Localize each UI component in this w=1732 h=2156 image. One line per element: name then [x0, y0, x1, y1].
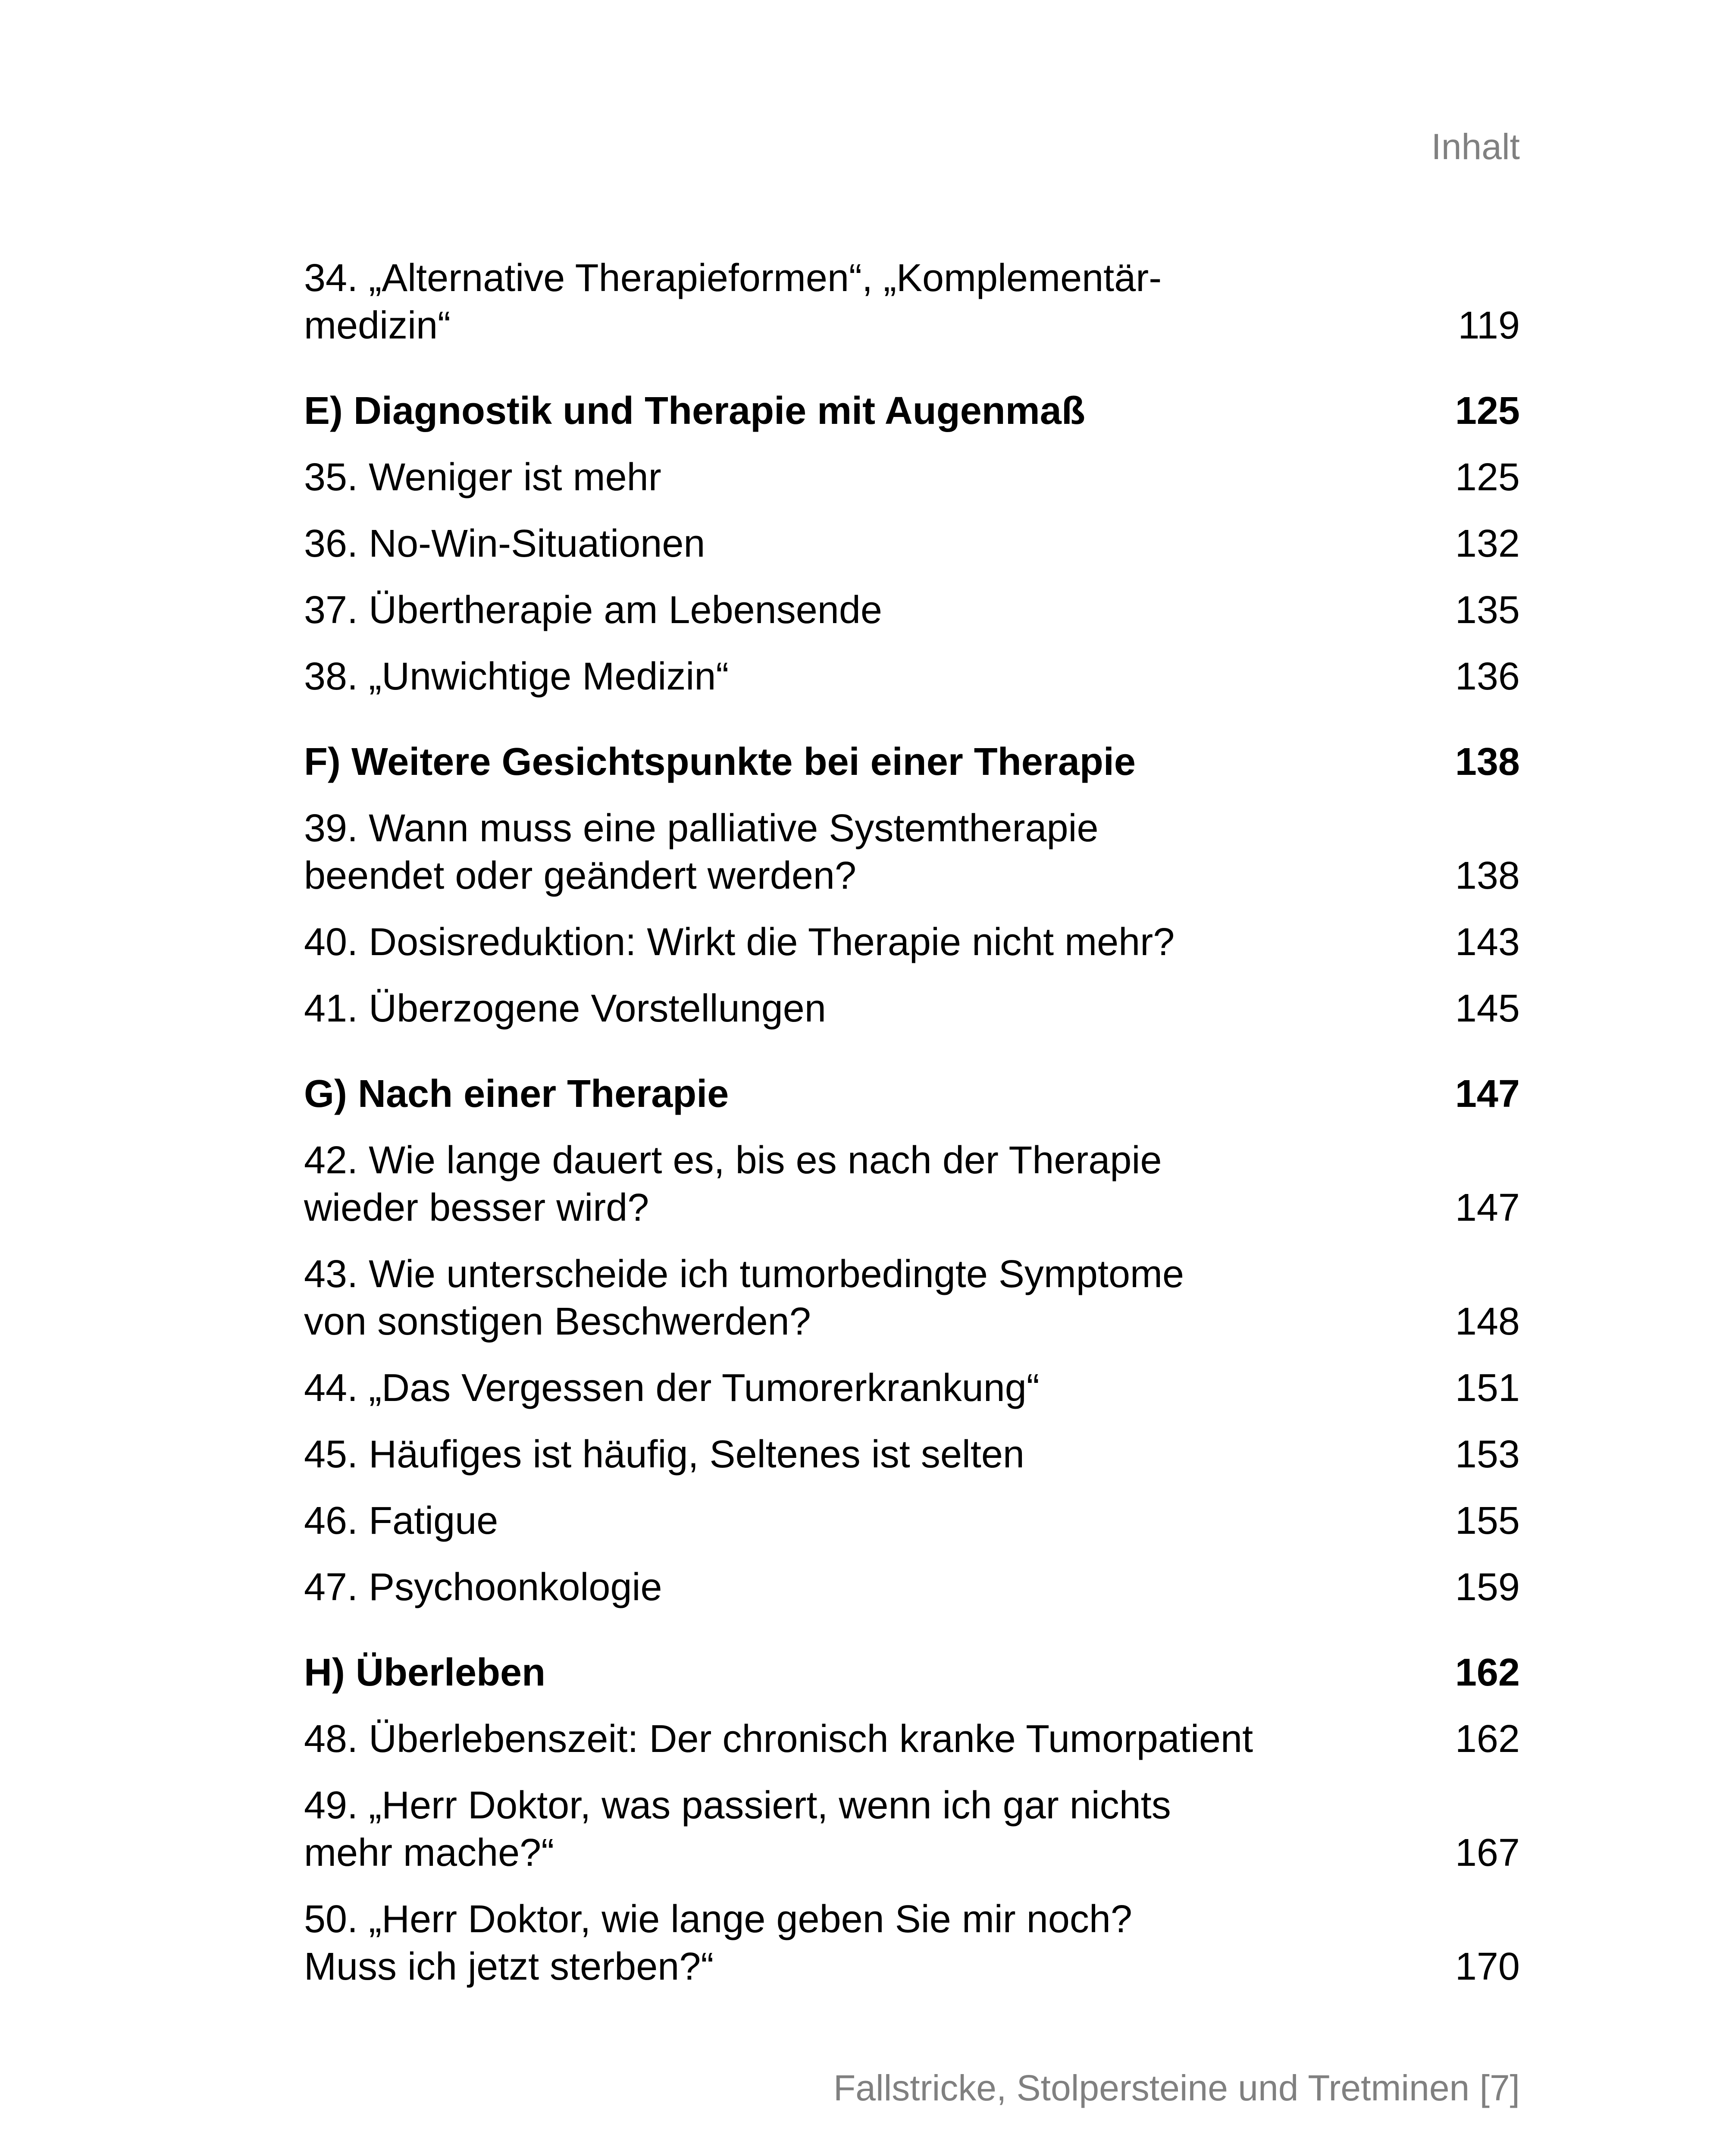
- page-number: 138: [1455, 740, 1520, 783]
- entry-title: [304, 805, 1099, 899]
- page-number: 148: [1455, 1300, 1520, 1343]
- entry-title: [304, 1497, 498, 1545]
- title-line: 45. Häufiges ist häufig, Seltenes ist selten: [304, 1433, 1024, 1476]
- title-line: 34. „Alternative Therapieformen“, „Komplementär-: [304, 257, 1162, 300]
- title-line: 43. Wie unterscheide ich tumorbedingte Symptome: [304, 1253, 1184, 1296]
- section-title: [304, 1070, 729, 1118]
- entry-title: [304, 586, 882, 634]
- title-line: 41. Überzogene Vorstellungen: [304, 987, 826, 1030]
- title-line: 40. Dosisreduktion: Wirkt die Therapie nicht mehr?: [304, 921, 1175, 964]
- entry-title: [304, 454, 661, 501]
- toc-entry: [304, 454, 1520, 501]
- title-line: Muss ich jetzt sterben?“: [304, 1945, 714, 1988]
- title-line: von sonstigen Beschwerden?: [304, 1300, 811, 1343]
- toc-entry: [304, 653, 1520, 700]
- page-number: 159: [1455, 1566, 1520, 1609]
- title-line: 37. Übertherapie am Lebensende: [304, 589, 882, 632]
- title-line: 46. Fatigue: [304, 1499, 498, 1542]
- title-line: 44. „Das Vergessen der Tumorerkrankung“: [304, 1366, 1040, 1410]
- entry-title: [304, 1431, 1024, 1478]
- toc-entry: [304, 1431, 1520, 1478]
- page-number: 135: [1455, 589, 1520, 632]
- toc-entry: [304, 1497, 1520, 1545]
- page-number: 162: [1455, 1651, 1520, 1694]
- entry-title: [304, 254, 1162, 349]
- title-line: 50. „Herr Doktor, wie lange geben Sie mir noch?: [304, 1898, 1132, 1941]
- title-line: beendet oder geändert werden?: [304, 854, 857, 897]
- toc-section-heading: [304, 1070, 1520, 1118]
- entry-title: [304, 520, 705, 567]
- page-number: 170: [1455, 1945, 1520, 1988]
- entry-title: [304, 1564, 662, 1611]
- page-number: 132: [1455, 522, 1520, 565]
- title-line: 42. Wie lange dauert es, bis es nach der Therapie: [304, 1139, 1162, 1182]
- title-line: medizin“: [304, 304, 451, 347]
- title-line: F) Weitere Gesichtspunkte bei einer Therapie: [304, 740, 1136, 783]
- page-number: 147: [1455, 1072, 1520, 1116]
- toc-entry: [304, 254, 1520, 349]
- page-number: 136: [1455, 655, 1520, 698]
- toc-section-heading: [304, 738, 1520, 786]
- toc-entry: [304, 586, 1520, 634]
- section-title: [304, 738, 1136, 786]
- entry-title: [304, 985, 826, 1032]
- toc-entry: [304, 985, 1520, 1032]
- page-number: 143: [1455, 921, 1520, 964]
- title-line: 35. Weniger ist mehr: [304, 456, 661, 499]
- toc-entry: [304, 1715, 1520, 1763]
- toc-entry: [304, 1896, 1520, 1990]
- page-number: 167: [1455, 1831, 1520, 1874]
- page-number: 162: [1455, 1717, 1520, 1761]
- title-line: H) Überleben: [304, 1651, 546, 1694]
- section-title: [304, 387, 1085, 435]
- entry-title: [304, 1364, 1040, 1412]
- entry-title: [304, 1715, 1253, 1763]
- toc-entry: [304, 520, 1520, 567]
- entry-title: [304, 653, 729, 700]
- entry-title: [304, 1137, 1162, 1232]
- page-number: 119: [1458, 304, 1520, 347]
- table-of-contents: [304, 254, 1520, 2009]
- page-number: 153: [1455, 1433, 1520, 1476]
- entry-title: [304, 1250, 1184, 1345]
- toc-section-heading: [304, 387, 1520, 435]
- title-line: 47. Psychoonkologie: [304, 1566, 662, 1609]
- section-title: [304, 1649, 545, 1696]
- toc-entry: [304, 805, 1520, 899]
- page-number: 125: [1455, 389, 1520, 432]
- title-line: mehr mache?“: [304, 1831, 554, 1874]
- running-header: Inhalt: [1431, 126, 1520, 167]
- toc-entry: [304, 1137, 1520, 1232]
- title-line: 48. Überlebenszeit: Der chronisch kranke Tumorpatient: [304, 1717, 1253, 1761]
- title-line: E) Diagnostik und Therapie mit Augenmaß: [304, 389, 1085, 432]
- page-number: 145: [1455, 987, 1520, 1030]
- title-line: 49. „Herr Doktor, was passiert, wenn ich gar nichts: [304, 1784, 1171, 1827]
- title-line: 39. Wann muss eine palliative Systemtherapie: [304, 807, 1099, 850]
- entry-title: [304, 1896, 1132, 1990]
- entry-title: [304, 918, 1175, 966]
- toc-entry: [304, 918, 1520, 966]
- title-line: G) Nach einer Therapie: [304, 1072, 729, 1116]
- title-line: 36. No-Win-Situationen: [304, 522, 705, 565]
- entry-title: [304, 1782, 1171, 1877]
- page-number: 138: [1455, 854, 1520, 897]
- page-number: 155: [1455, 1499, 1520, 1542]
- toc-entry: [304, 1250, 1520, 1345]
- page-number: 147: [1455, 1186, 1520, 1229]
- toc-entry: [304, 1364, 1520, 1412]
- toc-entry: [304, 1564, 1520, 1611]
- running-footer: Fallstricke, Stolpersteine und Tretminen [7]: [833, 2068, 1520, 2108]
- title-line: 38. „Unwichtige Medizin“: [304, 655, 729, 698]
- page-number: 125: [1455, 456, 1520, 499]
- toc-section-heading: [304, 1649, 1520, 1696]
- title-line: wieder besser wird?: [304, 1186, 649, 1229]
- page-number: 151: [1455, 1366, 1520, 1410]
- toc-entry: [304, 1782, 1520, 1877]
